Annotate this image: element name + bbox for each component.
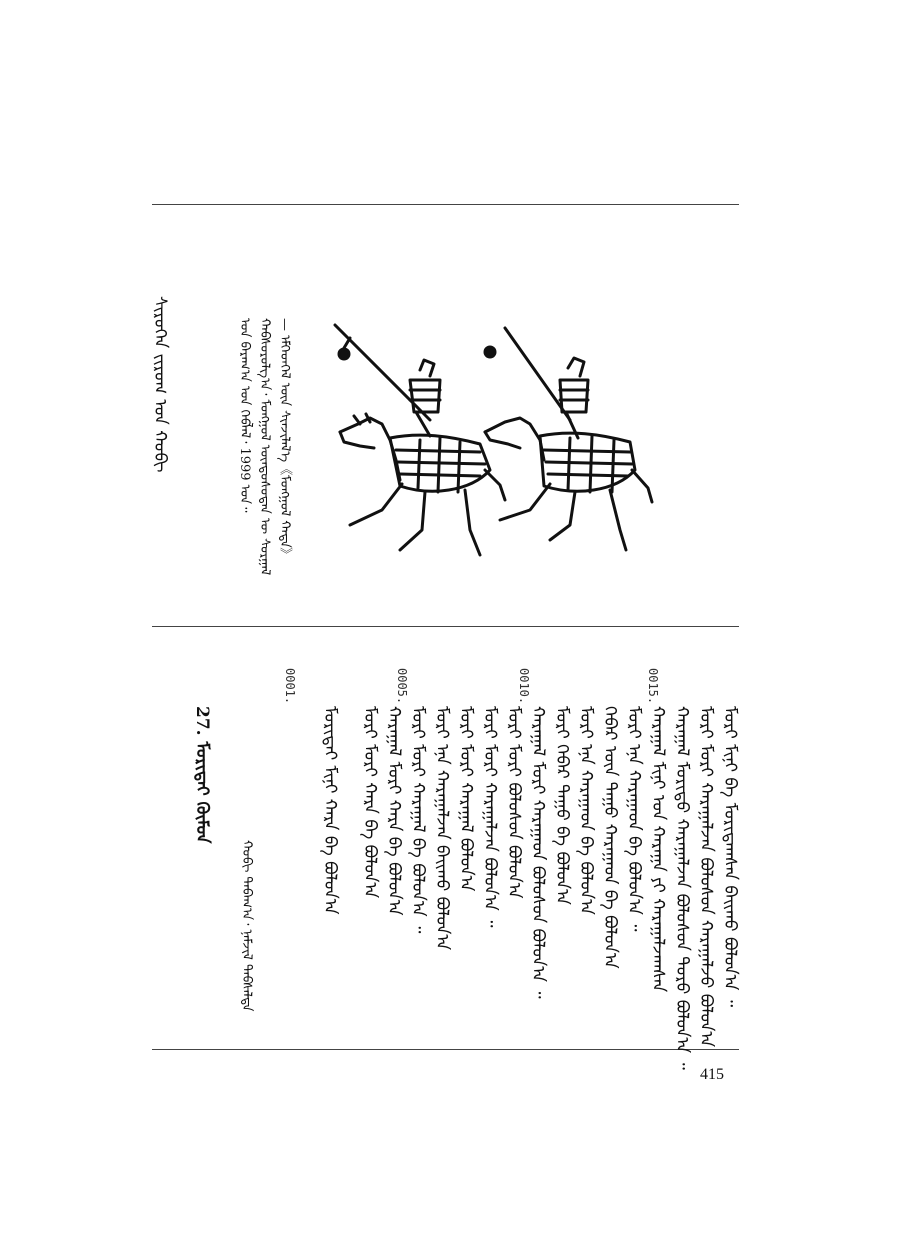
text-line: ᠮᠣᠷᠢ ᠮᠣᠷᠢ ᠬᠠᠷᠠᠭᠠᠯᠵᠠᠨ ᠪᠣᠯᠣᠰᠤᠨ ᠬᠠᠷᠠᠭᠠᠯᠵᠤ ᠪᠣᠯᠣᠨ᠎ᠠ (696, 706, 716, 1048)
text-line: ᠬᠠᠷᠠᠭᠠᠯ ᠮᠣᠷᠢᠳᠤ ᠬᠠᠷᠠᠭᠠᠯᠵᠠᠨ ᠪᠣᠯᠣᠰᠤᠨ ᠳᠤᠷᠤ ᠪᠣᠯᠣᠨ᠎ᠠ ᠃ (672, 706, 692, 1070)
line-marker: 0001. (283, 668, 297, 705)
text-line: ᠮᠣᠷᠢ ᠬᠡᠪᠡᠷ ᠳᠠᠭᠤ ᠪᠠ ᠪᠣᠯᠣᠨ᠎ᠠ (552, 706, 572, 905)
text-line: ᠮᠣᠷᠢ ᠮᠣᠷᠢ ᠬᠠᠷᠠᠭᠠᠯ ᠪᠠ ᠪᠣᠯᠣᠨ᠎ᠠ ᠃ (408, 706, 428, 934)
text-line: ᠮᠣᠷᠢ ᠡᠨᠡ ᠬᠠᠷᠠᠭᠠᠯᠵᠠᠨ ᠪᠠᠢᠬᠤ ᠪᠣᠯᠣᠨ᠎ᠠ (432, 706, 452, 951)
text-line: ᠮᠣᠷᠢ ᠮᠢᠨᠢ ᠪᠠ ᠮᠣᠷᠢᠳᠠᠭᠰᠠᠨ ᠪᠠᠢᠬᠤ ᠪᠣᠯᠣᠨ᠎ᠠ ᠃ (720, 706, 740, 1008)
section-heading: 27. ᠮᠣᠷᠢᠲᠠᠢ ᠬᠦᠮᠦᠨ (192, 706, 212, 844)
line-marker: 0015. (646, 668, 660, 705)
text-line: ᠮᠣᠷᠢ ᠮᠣᠷᠢ ᠬᠠᠷᠠ ᠪᠠ ᠪᠣᠯᠣᠨ᠎ᠠ (360, 706, 380, 899)
top-rule (152, 204, 739, 205)
line-marker: 0010. (517, 668, 531, 705)
text-line: ᠬᠠᠷᠠᠭᠠᠯ ᠮᠢᠨᠢ ᠤᠨ ᠬᠠᠷᠠᠭᠠ ᠶᠢ ᠬᠠᠷᠠᠭᠠᠯᠵᠠᠭᠰᠠᠨ (648, 706, 668, 993)
text-line: ᠮᠣᠷᠢᠲᠠᠢ ᠮᠢᠨᠢ ᠬᠠᠷᠠ ᠪᠠ ᠪᠣᠯᠣᠨ᠎ᠠ (320, 706, 340, 915)
figure-credit-line-2: ᠬᠠᠪᠰᠤᠷᠤᠯᠭ᠎ᠠ᠂ ᠮᠣᠩᠭᠣᠯ ᠦᠨᠳᠦᠰᠦᠲᠡᠨ ᠦ ᠰᠤᠷᠭᠠᠯ (257, 318, 272, 576)
section-author: ᠬᠤᠪᠢ ᠳᠠᠪᠠᠭ᠎ᠠ᠂ ᠨᠠᠮᠵᠢᠯ ᠳᠡᠪᠰᠡᠯᠲᠡ (239, 840, 254, 1012)
page-number: 415 (700, 1066, 724, 1083)
text-line: ᠬᠡᠪᠡᠷ ᠦᠨ ᠳᠠᠭᠤ ᠬᠠᠷᠠᠭᠠᠳ ᠪᠠ ᠪᠣᠯᠣᠨ᠎ᠠ (600, 706, 620, 969)
text-line: ᠮᠣᠷᠢ ᠮᠣᠷᠢ ᠬᠠᠷᠠᠭᠠᠯᠵᠠᠨ ᠪᠣᠯᠣᠨ᠎ᠠ ᠃ (480, 706, 500, 928)
text-line: ᠬᠠᠷᠠᠭᠠᠯ ᠮᠣᠷᠢ ᠬᠠᠷᠠ ᠪᠠ ᠪᠣᠯᠣᠨ᠎ᠠ (384, 706, 404, 916)
text-line: ᠮᠣᠷᠢ ᠡᠨᠡ ᠬᠠᠷᠠᠭᠠᠳ ᠪᠠ ᠪᠣᠯᠣᠨ᠎ᠠ (576, 706, 596, 915)
figure-caption: ᠰᠢᠷᠦᠭᠡᠨ ᠵᠢᠷᠤᠭ ᠤᠨ ᠬᠤᠪᠢ (150, 296, 170, 473)
text-line: ᠮᠣᠷᠢ ᠮᠣᠷᠢ ᠪᠣᠯᠣᠰᠤᠨ ᠪᠣᠯᠣᠨ᠎ᠠ (504, 706, 524, 899)
line-marker: 0005. (395, 668, 409, 705)
middle-rule (152, 626, 739, 627)
figure-credit-line-3: — ᠡᠮᠬᠡᠳᠬᠡᠯ ᠦᠨ ᠰᠢᠨᠵᠢᠯᠡᠯ᠎ᠡ《ᠮᠣᠩᠭᠣᠯ ᠬᠠᠳᠠ》 (277, 318, 292, 561)
bottom-rule (152, 1049, 739, 1050)
text-line: ᠬᠠᠷᠠᠭᠠᠯ ᠮᠣᠷᠢ ᠬᠠᠷᠠᠭᠠᠳ ᠪᠣᠯᠣᠰᠤᠨ ᠪᠣᠯᠣᠨ᠎ᠠ ᠃ (528, 706, 548, 999)
text-line: ᠮᠣᠷᠢ ᠮᠣᠷᠢ ᠬᠠᠷᠠᠭᠠᠯ ᠪᠣᠯᠣᠨ᠎ᠠ (456, 706, 476, 892)
horse-riders-illustration (330, 320, 670, 560)
figure-credit-line-1: ᠤᠨ ᠪᠠᠷᠠᠭ᠎ᠠ ᠤᠨ ᠬᠡᠪᠯᠡᠯ᠂ 1999 ᠤᠨ᠃ (237, 318, 252, 513)
text-line: ᠮᠣᠷᠢ ᠡᠨᠡ ᠬᠠᠷᠠᠭᠠᠳ ᠪᠠ ᠪᠣᠯᠣᠨ᠎ᠠ ᠃ (624, 706, 644, 932)
